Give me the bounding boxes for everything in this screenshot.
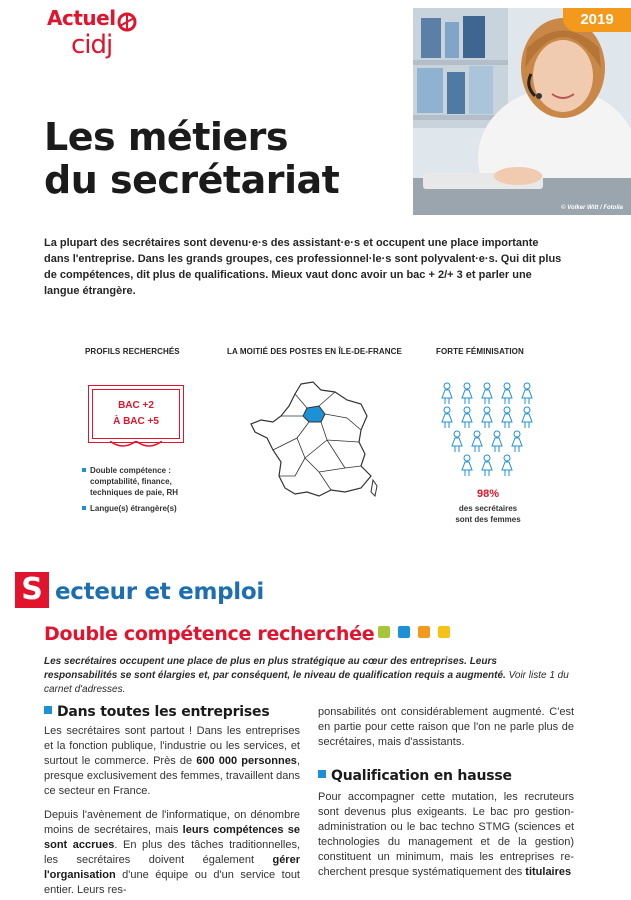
- logo-line1: Actuel: [47, 6, 116, 30]
- woman-icon: [462, 455, 472, 476]
- intro-paragraph: La plupart des secrétaires sont devenu·e·s des assistant·e·s et occupent une place importante dans l'entreprise. Dans les grands groupes, ces professionnel·le·s sont polyvalent·e·s. Qui dit plus de compétences, dit plus de qualifications. Mieux vaut donc avoir un bac + 2/+ 3 et parler une langue étrangère.: [44, 237, 562, 297]
- left-column: [44, 724, 300, 900]
- text: d'une équipe ou d'un service tout entier. Leurs res-: [44, 869, 300, 896]
- heading-dans-toutes-les-entreprises: [44, 704, 269, 720]
- actuel-cidj-logo: [47, 6, 137, 66]
- title-line1: Les métiers: [44, 115, 289, 159]
- emphasis: 600 000 personnes: [196, 755, 297, 767]
- section-initial-letter: S: [15, 572, 49, 608]
- title-line2: du secrétariat: [44, 158, 340, 202]
- woman-icon: [442, 383, 452, 404]
- feminisation-label-line2: sont des femmes: [455, 515, 521, 524]
- woman-icon: [522, 383, 532, 404]
- color-squares-decoration: [378, 626, 462, 640]
- heading-square-icon: [44, 706, 52, 714]
- heading-text: Dans toutes les entreprises: [57, 704, 270, 720]
- woman-icon: [502, 407, 512, 428]
- text: . En plus des tâches traditionnelles, les secrétaires doivent également: [44, 839, 301, 866]
- diploma-ribbon-icon: [110, 441, 162, 451]
- profile-item: Langue(s) étrangère(s): [82, 503, 192, 514]
- logo-line2: cidj: [71, 30, 113, 60]
- year-badge: 2019: [563, 8, 631, 32]
- diploma-inner-frame: [92, 389, 180, 439]
- color-square: [398, 626, 410, 638]
- diploma-line1: BAC +2: [118, 400, 154, 411]
- text: , presque exclusivement des femmes, travaillent dans ce secteur en France.: [44, 755, 300, 797]
- text: Depuis l'avènement de l'informatique, on dénombre moins de secrétaires, mais: [44, 809, 300, 836]
- woman-icon: [522, 407, 532, 428]
- woman-icon: [472, 431, 482, 452]
- color-square: [378, 626, 390, 638]
- heading-text: Qualification en hausse: [331, 768, 512, 784]
- color-square: [438, 626, 450, 638]
- section-lead: [44, 655, 572, 697]
- lead-text: Les secrétaires occupent une place de plus en plus stratégique au cœur des entreprises. Leurs responsabilités se sont élargies et, par conséquent, le niveau de qualification requis a augmenté.: [44, 656, 506, 681]
- woman-icon: [452, 431, 462, 452]
- france-map-icon: [249, 380, 379, 508]
- emphasis: gérer l'organisation: [44, 854, 300, 881]
- feminisation-heading: FORTE FÉMINISATION: [436, 347, 524, 356]
- feminisation-label-line1: des secrétaires: [458, 504, 518, 513]
- emphasis: titulaires: [525, 866, 572, 878]
- right-column: [318, 790, 574, 889]
- section-subtitle: Double compétence recherchée: [44, 623, 375, 645]
- woman-icon: [462, 407, 472, 428]
- feminisation-percent: 98%: [476, 488, 500, 500]
- women-people-icons: [437, 379, 537, 479]
- text: Pour accompagner cette mutation, les recruteurs sont devenus plus exigeants. Le bac pro gestion-administration ou le bac techno STMG (sciences et technologies du management et de la gestion) constituent un minimum, mais les entreprises re-cherchent presque systématiquement des: [318, 791, 574, 878]
- woman-icon: [442, 407, 452, 428]
- woman-icon: [482, 455, 492, 476]
- right-paragraph-0: ponsabilités ont considérablement augmenté. C'est en partie pour cette raison que l'on ne parle plus de secrétaires, mais d'assistants.: [318, 706, 574, 748]
- woman-icon: [512, 431, 522, 452]
- header-photo: [413, 8, 631, 215]
- feminisation-label: [438, 503, 538, 525]
- diploma-graphic: [88, 385, 184, 451]
- woman-icon: [492, 431, 502, 452]
- left-paragraph-1: [44, 724, 300, 799]
- logo-aperture-icon: [117, 12, 137, 32]
- emphasis: leurs compétences se sont accrues: [44, 824, 300, 851]
- right-column-top: [318, 705, 574, 759]
- profiles-list: [82, 465, 192, 519]
- heading-qualification-en-hausse: [318, 768, 512, 784]
- right-paragraph-1: [318, 790, 574, 880]
- woman-icon: [482, 383, 492, 404]
- profiles-heading: PROFILS RECHERCHÉS: [85, 347, 180, 356]
- section-title: ecteur et emploi: [55, 579, 264, 605]
- text: Les secrétaires sont partout ! Dans les entreprises et la fonction publique, l'industrie ou les services, et surtout le commerce. Près de: [44, 725, 300, 767]
- secretary-photo-illustration: [413, 8, 631, 215]
- woman-icon: [502, 383, 512, 404]
- woman-icon: [462, 383, 472, 404]
- profile-item: Double compétence : comptabilité, finance, techniques de paie, RH: [82, 465, 192, 498]
- diploma-line2: À BAC +5: [113, 416, 159, 427]
- woman-icon: [502, 455, 512, 476]
- page-title: [44, 116, 404, 202]
- left-paragraph-2: [44, 808, 300, 898]
- map-heading: LA MOITIÉ DES POSTES EN ÎLE-DE-FRANCE: [227, 347, 402, 356]
- heading-square-icon: [318, 770, 326, 778]
- woman-icon: [482, 407, 492, 428]
- photo-credit: © Volker Witt / Fotolia: [561, 205, 623, 211]
- color-square: [418, 626, 430, 638]
- lead-reference: Voir liste 1 du carnet d'adresses.: [44, 670, 569, 695]
